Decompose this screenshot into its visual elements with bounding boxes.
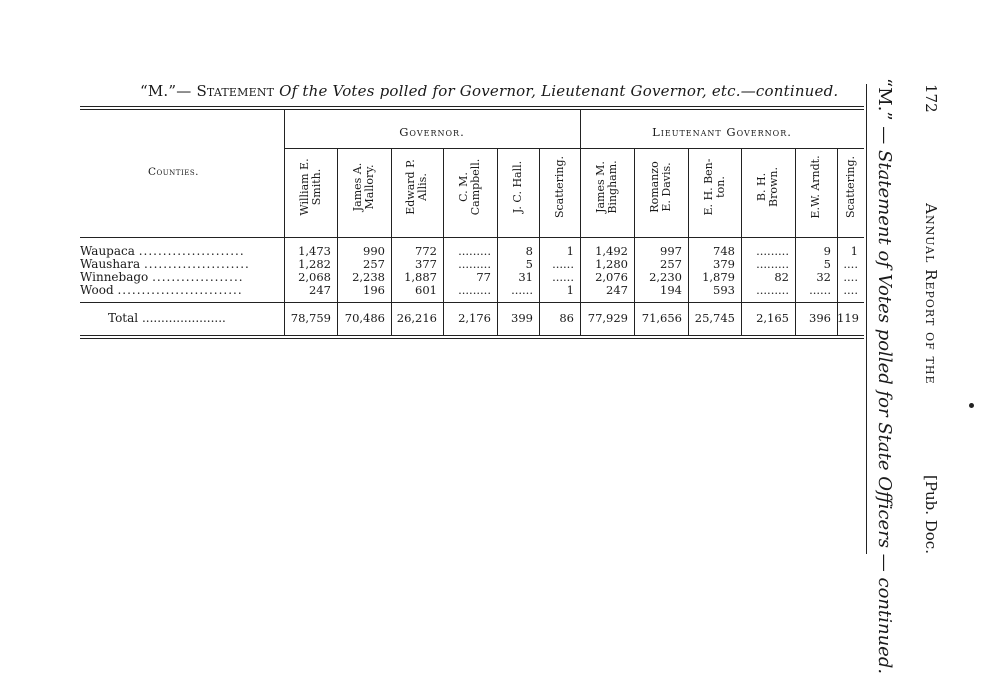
- side-title-prefix: “M.” —: [874, 78, 895, 150]
- column-header-line2: Mallory.: [363, 164, 376, 210]
- col-rule: [688, 148, 689, 336]
- county-label: [80, 283, 280, 297]
- column-header-line1: James M.: [594, 161, 607, 213]
- table-cell: 593: [713, 283, 735, 297]
- title-statement: Statement: [196, 82, 275, 100]
- table-cell: ....: [843, 283, 858, 297]
- total-cell: 119: [837, 311, 859, 325]
- table-cell: 601: [415, 283, 437, 297]
- total-cell: 2,165: [756, 311, 789, 325]
- column-header: [649, 142, 673, 232]
- col-rule: [795, 148, 796, 336]
- county-name: Waupaca: [80, 244, 135, 258]
- table-cell: 748: [713, 244, 735, 258]
- column-header-line2: Campbell.: [469, 158, 482, 216]
- column-header-line2: Allis.: [416, 173, 429, 201]
- col-rule: [580, 110, 581, 336]
- column-header: [554, 142, 566, 232]
- table-cell: ....: [843, 270, 858, 284]
- table-cell: 1,887: [404, 270, 437, 284]
- table-cell: 5: [525, 257, 533, 271]
- column-header: [458, 142, 482, 232]
- governor-header: Governor.: [399, 125, 465, 139]
- county-label: [80, 270, 280, 284]
- total-cell: 396: [809, 311, 831, 325]
- header-bottom-rule: [80, 237, 864, 238]
- column-header: [299, 142, 323, 232]
- table-cell: 77: [476, 270, 491, 284]
- total-top-rule: [80, 302, 864, 303]
- column-header-line1: E. H. Ben-: [701, 158, 715, 216]
- column-header: [352, 142, 376, 232]
- table-cell: 257: [363, 257, 385, 271]
- column-header-line1: E.W. Arndt.: [809, 155, 822, 219]
- leader-dots: ......................: [143, 257, 250, 271]
- table-cell: 1: [566, 283, 574, 297]
- table-cell: ......: [552, 257, 574, 271]
- table-cell: 2,076: [595, 270, 628, 284]
- table-cell: 2,230: [649, 270, 682, 284]
- col-rule: [497, 148, 498, 336]
- table-cell: 82: [774, 270, 789, 284]
- table-cell: 990: [363, 244, 385, 258]
- total-cell: 25,745: [694, 311, 735, 325]
- table-cell: 9: [823, 244, 831, 258]
- table-cell: 194: [660, 283, 682, 297]
- table-cell: 379: [713, 257, 735, 271]
- table-bottom-rule-2: [80, 338, 864, 339]
- counties-header: Counties.: [148, 166, 199, 178]
- running-head: [922, 84, 940, 554]
- column-header-line1: Edward P.: [404, 159, 417, 215]
- table-title: [140, 82, 838, 100]
- table-cell: 1,473: [298, 244, 331, 258]
- running-head-center: Annual Report of the: [922, 203, 940, 385]
- table-cell: 196: [363, 283, 385, 297]
- col-rule: [837, 148, 838, 336]
- table-cell: .........: [458, 244, 491, 258]
- leader-dots: ...................: [152, 270, 244, 284]
- column-header-line1: William E.: [297, 158, 311, 216]
- column-header-line2: ton.: [713, 176, 727, 198]
- column-header: [703, 142, 727, 232]
- county-name: Wood: [80, 283, 114, 297]
- table-cell: 247: [309, 283, 331, 297]
- table-cell: 1,280: [595, 257, 628, 271]
- column-header-line1: C. M.: [457, 172, 470, 202]
- table-top-rule-2: [80, 109, 864, 110]
- table-cell: .........: [458, 257, 491, 271]
- table-top-rule: [80, 106, 864, 107]
- col-rule: [741, 148, 742, 336]
- leader-dots: ......................: [141, 311, 226, 325]
- table-cell: 1,492: [595, 244, 628, 258]
- col-rule: [539, 148, 540, 336]
- col-rule: [443, 148, 444, 336]
- table-cell: .........: [458, 283, 491, 297]
- column-header: [810, 142, 822, 232]
- title-prefix: “M.”—: [140, 82, 197, 100]
- table-cell: 997: [660, 244, 682, 258]
- table-cell: ......: [511, 283, 533, 297]
- side-title-italic: Statement of Votes polled for State Officers — continued.: [874, 150, 895, 674]
- lt-governor-header: Lieutenant Governor.: [652, 125, 792, 139]
- col-rule: [634, 148, 635, 336]
- table-cell: 1: [566, 244, 574, 258]
- total-label: [108, 311, 226, 325]
- title-suffix: continued.: [755, 82, 839, 100]
- total-cell: 2,176: [458, 311, 491, 325]
- page-number: 172: [922, 84, 940, 113]
- table-cell: 2,238: [352, 270, 385, 284]
- table-cell: ......: [809, 283, 831, 297]
- table-cell: 32: [816, 270, 831, 284]
- column-header-line1: J. C. Hall.: [511, 160, 524, 214]
- ink-spot: [969, 403, 974, 408]
- leader-dots: ..........................: [117, 283, 243, 297]
- table-cell: ......: [552, 270, 574, 284]
- side-rule: [866, 84, 867, 554]
- table-cell: 31: [518, 270, 533, 284]
- total-cell: 399: [511, 311, 533, 325]
- col-rule: [337, 148, 338, 336]
- table-cell: 1: [850, 244, 858, 258]
- total-cell: 26,216: [396, 311, 437, 325]
- column-header-line1: James A.: [351, 162, 364, 212]
- total-cell: 77,929: [587, 311, 628, 325]
- total-cell: 78,759: [290, 311, 331, 325]
- column-header-line1: Scattering.: [843, 156, 857, 219]
- table-cell: 5: [823, 257, 831, 271]
- column-header: [845, 142, 857, 232]
- total-name: Total: [108, 311, 139, 325]
- table-cell: 1,282: [298, 257, 331, 271]
- table-cell: 772: [415, 244, 437, 258]
- county-name: Waushara: [80, 257, 141, 271]
- column-header-line2: Smith.: [309, 168, 323, 206]
- table-cell: .........: [756, 244, 789, 258]
- county-label: [80, 244, 280, 258]
- table-cell: 377: [415, 257, 437, 271]
- column-header: [756, 142, 780, 232]
- column-header-line1: Romanzo: [648, 161, 661, 213]
- column-header-line2: E. Davis.: [660, 162, 673, 212]
- column-header-line1: Scattering.: [552, 156, 566, 219]
- title-italic: Of the Votes polled for Governor, Lieutenant Governor, etc.—: [274, 82, 756, 100]
- table-bottom-rule: [80, 335, 864, 336]
- county-name: Winnebago: [80, 270, 149, 284]
- table-cell: 1,879: [702, 270, 735, 284]
- column-header: [512, 142, 524, 232]
- total-cell: 71,656: [641, 311, 682, 325]
- table-cell: ....: [843, 257, 858, 271]
- county-label: [80, 257, 280, 271]
- table-cell: 2,068: [298, 270, 331, 284]
- col-rule: [391, 148, 392, 336]
- table-cell: 8: [525, 244, 533, 258]
- col-rule: [284, 110, 285, 336]
- column-header-line1: B. H.: [755, 172, 768, 202]
- column-header-line2: Brown.: [767, 167, 780, 207]
- column-header-line2: Bingham.: [606, 160, 619, 214]
- table-cell: 257: [660, 257, 682, 271]
- total-cell: 70,486: [344, 311, 385, 325]
- table-cell: .........: [756, 257, 789, 271]
- column-header: [405, 142, 429, 232]
- table-cell: 247: [606, 283, 628, 297]
- column-header: [595, 142, 619, 232]
- running-head-right: [Pub. Doc.: [922, 475, 940, 554]
- side-title: [874, 78, 895, 674]
- leader-dots: ......................: [138, 244, 245, 258]
- total-cell: 86: [559, 311, 574, 325]
- table-cell: .........: [756, 283, 789, 297]
